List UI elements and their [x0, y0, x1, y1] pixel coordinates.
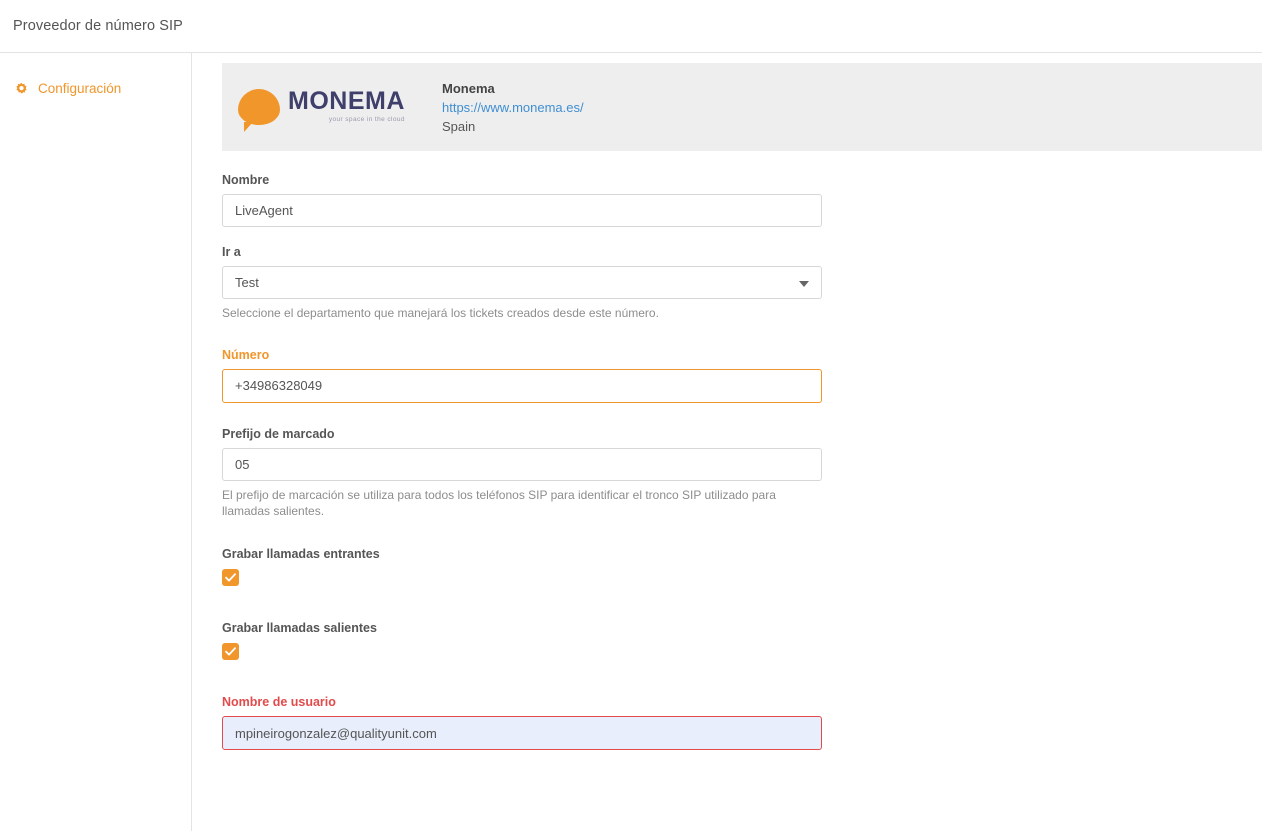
provider-country: Spain	[442, 118, 476, 134]
field-nombre	[222, 173, 1022, 227]
grabar-entrantes-checkbox[interactable]	[222, 569, 239, 586]
ir-a-hint: Seleccione el departamento que manejará los tickets creados desde este número.	[222, 306, 659, 320]
speech-bubble-icon	[238, 89, 280, 125]
numero-input[interactable]	[222, 369, 822, 403]
chevron-down-icon	[799, 281, 809, 287]
sidebar-item-configuracion[interactable]	[0, 73, 191, 104]
gear-icon	[14, 81, 29, 96]
nombre-label: Nombre	[222, 173, 270, 187]
provider-banner	[222, 63, 1262, 151]
sidebar-item-label: Configuración	[38, 81, 122, 96]
ir-a-select[interactable]	[222, 266, 822, 299]
logo-tagline: your space in the cloud	[328, 116, 405, 124]
logo-wordmark: MONEMA	[288, 87, 405, 116]
prefijo-hint: El prefijo de marcación se utiliza para todos los teléfonos SIP para identificar el tronco SIP utilizado para llamadas salientes.	[222, 487, 776, 518]
page-title: Proveedor de número SIP	[13, 18, 183, 34]
field-prefijo-marcado	[222, 427, 1022, 520]
numero-label: Número	[222, 347, 270, 362]
grabar-entrantes-label: Grabar llamadas entrantes	[222, 547, 380, 562]
provider-name: Monema	[442, 80, 495, 96]
ir-a-label: Ir a	[222, 245, 241, 259]
field-numero	[222, 348, 1022, 403]
sidebar	[0, 53, 192, 831]
nombre-input[interactable]	[222, 194, 822, 227]
nombre-usuario-input[interactable]	[222, 716, 822, 750]
page-header	[0, 0, 1262, 53]
logo-text	[288, 89, 405, 124]
field-grabar-salientes	[222, 621, 1022, 661]
ir-a-selected-value: Test	[235, 275, 259, 290]
sip-provider-form	[192, 151, 1022, 750]
prefijo-input[interactable]	[222, 448, 822, 481]
grabar-salientes-label: Grabar llamadas salientes	[222, 621, 377, 636]
field-ir-a	[222, 245, 1022, 322]
grabar-salientes-checkbox[interactable]	[222, 643, 239, 660]
provider-info	[442, 81, 584, 134]
provider-url-link[interactable]: https://www.monema.es/	[442, 99, 584, 115]
monema-logo	[238, 89, 428, 125]
page-body	[0, 53, 1262, 831]
field-grabar-entrantes	[222, 547, 1022, 587]
main-content	[192, 53, 1262, 831]
field-nombre-usuario	[222, 695, 1022, 750]
prefijo-label: Prefijo de marcado	[222, 426, 335, 441]
nombre-usuario-label: Nombre de usuario	[222, 695, 336, 710]
